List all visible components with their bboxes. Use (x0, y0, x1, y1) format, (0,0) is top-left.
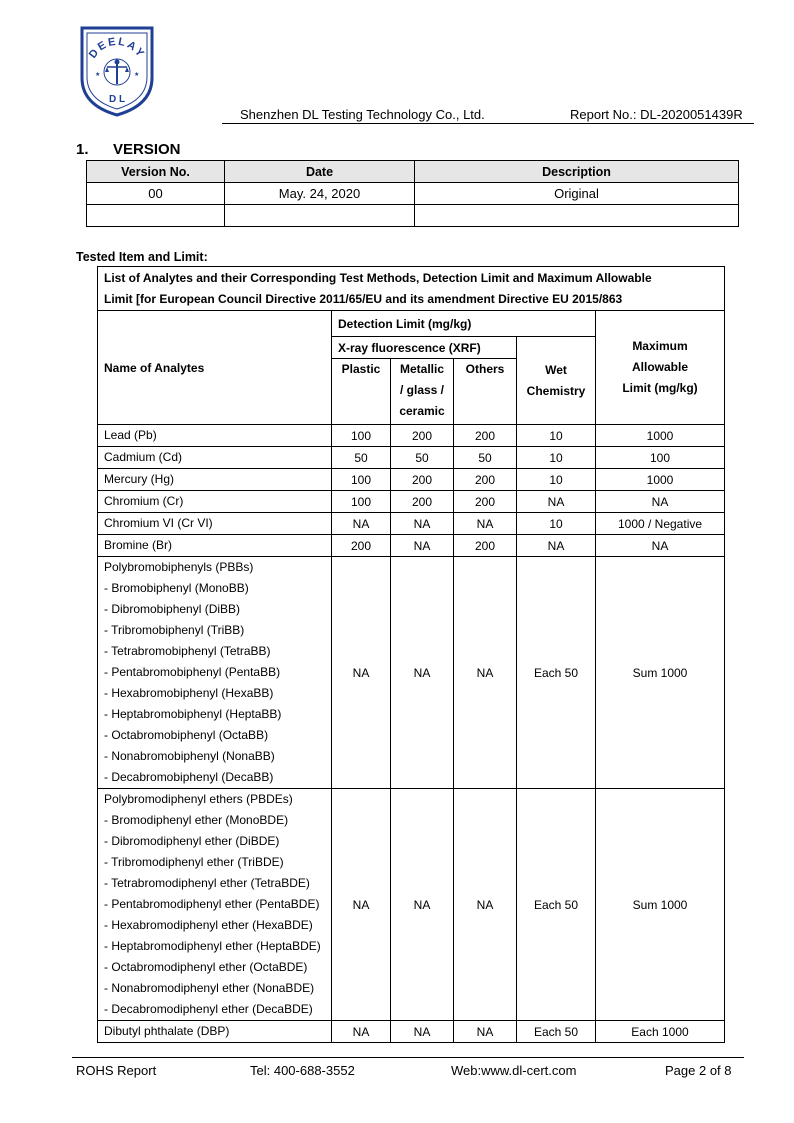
version-date (225, 205, 415, 227)
version-description: Original (415, 183, 739, 205)
footer-tel: Tel: 400-688-3552 (250, 1063, 355, 1078)
col-description: Description (415, 161, 739, 183)
col-date: Date (225, 161, 415, 183)
version-description (415, 205, 739, 227)
company-logo (78, 20, 156, 117)
svg-text:DEELAY: DEELAY (86, 35, 148, 61)
version-no: 00 (87, 183, 225, 205)
version-header-row (87, 161, 739, 183)
footer-report-type: ROHS Report (76, 1063, 157, 1078)
section-title: VERSION (113, 141, 181, 158)
table-row: Chromium (Cr) 100 200 200 NA NA (98, 491, 725, 513)
svg-text:★: ★ (95, 72, 101, 78)
pbde-analytes: Polybromodiphenyl ethers (PBDEs) - Bromodiphenyl ether (MonoBDE) - Dibromodiphenyl ether (DiBDE) - Tribromodiphenyl ether (TriBDE) - Tetrabromodiphenyl ether (TetraBDE) - Pentabromodiphenyl ether (PentaBDE) - Hexabromodiphenyl ether (HexaBDE) - Heptabromodiphenyl ether (HeptaBDE) - Octabromodiphenyl ether (OctaBDE) - Nonabromodiphenyl ether (NonaBDE) - Decabromodiphenyl ether (DecaBDE) (98, 789, 332, 1021)
table-row (87, 183, 739, 205)
footer-divider (72, 1057, 744, 1058)
header-metallic: Metallic / glass / ceramic (391, 359, 454, 425)
header-wet-chemistry: Wet Chemistry (517, 337, 596, 425)
header-divider (222, 123, 754, 124)
table-row: Chromium VI (Cr VI) NA NA NA 10 1000 / Negative (98, 513, 725, 535)
header-others: Others (454, 359, 517, 425)
table-row: Lead (Pb) 100 200 200 10 1000 (98, 425, 725, 447)
header-detection-limit: Detection Limit (mg/kg) (332, 311, 596, 337)
footer-page-number: Page 2 of 8 (665, 1063, 732, 1078)
report-number: Report No.: DL-2020051439R (570, 107, 743, 122)
table-row: Cadmium (Cd) 50 50 50 10 100 (98, 447, 725, 469)
version-no (87, 205, 225, 227)
table-row: Dibutyl phthalate (DBP) NA NA NA Each 50 Each 1000 (98, 1021, 725, 1043)
table-row: Bromine (Br) 200 NA 200 NA NA (98, 535, 725, 557)
svg-text:★: ★ (134, 72, 140, 78)
footer-web: Web:www.dl-cert.com (451, 1063, 577, 1078)
header-xrf: X-ray fluorescence (XRF) (332, 337, 517, 359)
table-row-pbde: Polybromodiphenyl ethers (PBDEs) - Bromodiphenyl ether (MonoBDE) - Dibromodiphenyl ether (DiBDE) - Tribromodiphenyl ether (TriBDE) - Tetrabromodiphenyl ether (TetraBDE) - Pentabromodiphenyl ether (PentaBDE) - Hexabromodiphenyl ether (HexaBDE) - Heptabromodiphenyl ether (HeptaBDE) - Octabromodiphenyl ether (OctaBDE) - Nonabromodiphenyl ether (NonaBDE) - Decabromodiphenyl ether (DecaBDE) NA NA NA Each 50 Sum 1000 (98, 789, 725, 1021)
header-plastic: Plastic (332, 359, 391, 425)
version-table (86, 160, 739, 227)
section-number: 1. (76, 141, 89, 158)
table-row: Mercury (Hg) 100 200 200 10 1000 (98, 469, 725, 491)
header-max-limit: Maximum Allowable Limit (mg/kg) (596, 311, 725, 425)
analytes-table (97, 266, 725, 1043)
tested-item-label: Tested Item and Limit: (76, 250, 208, 264)
pbb-analytes: Polybromobiphenyls (PBBs) - Bromobiphenyl (MonoBB) - Dibromobiphenyl (DiBB) - Tribromobiphenyl (TriBB) - Tetrabromobiphenyl (TetraBB) - Pentabromobiphenyl (PentaBB) - Hexabromobiphenyl (HexaBB) - Heptabromobiphenyl (HeptaBB) - Octabromobiphenyl (OctaBB) - Nonabromobiphenyl (NonaBB) - Decabromobiphenyl (DecaBB) (98, 557, 332, 789)
table-caption: List of Analytes and their Corresponding Test Methods, Detection Limit and Maximum Allowable Limit [for European Council Directive 2011/65/EU and its amendment Directive EU 2015/863 (98, 267, 725, 311)
table-row-pbb: Polybromobiphenyls (PBBs) - Bromobiphenyl (MonoBB) - Dibromobiphenyl (DiBB) - Tribromobiphenyl (TriBB) - Tetrabromobiphenyl (TetraBB) - Pentabromobiphenyl (PentaBB) - Hexabromobiphenyl (HexaBB) - Heptabromobiphenyl (HeptaBB) - Octabromobiphenyl (OctaBB) - Nonabromobiphenyl (NonaBB) - Decabromobiphenyl (DecaBB) NA NA NA Each 50 Sum 1000 (98, 557, 725, 789)
version-date: May. 24, 2020 (225, 183, 415, 205)
svg-text:D L: D L (108, 94, 126, 105)
company-name: Shenzhen DL Testing Technology Co., Ltd. (240, 107, 485, 122)
table-row (87, 205, 739, 227)
col-version-no: Version No. (87, 161, 225, 183)
header-name-of-analytes: Name of Analytes (98, 311, 332, 425)
